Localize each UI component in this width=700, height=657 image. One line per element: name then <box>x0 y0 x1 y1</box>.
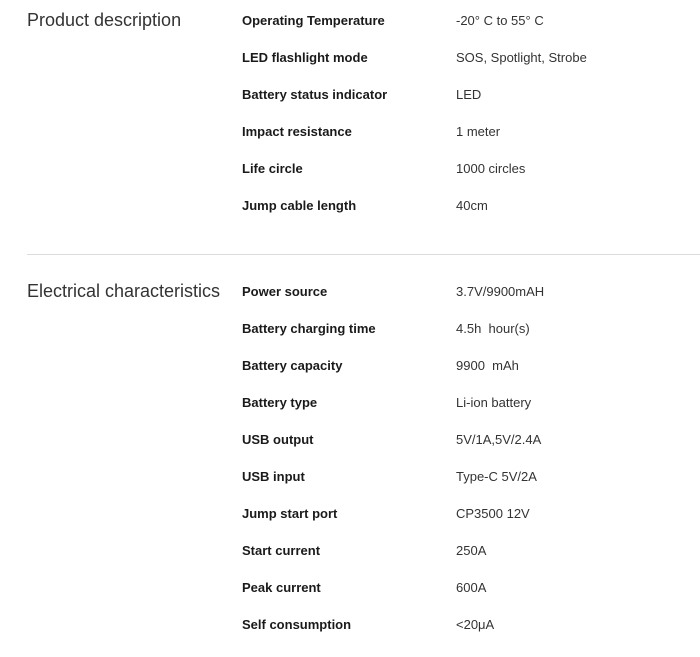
spec-value: 9900 mAh <box>456 358 519 373</box>
spec-row <box>0 543 700 563</box>
spec-label: Life circle <box>242 161 303 176</box>
section-divider <box>27 254 700 255</box>
spec-row <box>0 198 700 218</box>
spec-row <box>0 321 700 341</box>
spec-value: 1 meter <box>456 124 501 139</box>
spec-label: Start current <box>242 543 321 558</box>
spec-label: Battery type <box>242 395 318 410</box>
spec-value: 3.7V/9900mAH <box>456 284 545 299</box>
spec-value: 600A <box>456 580 487 595</box>
spec-label: Power source <box>242 284 328 299</box>
spec-row <box>0 358 700 378</box>
spec-label: USB output <box>242 432 314 447</box>
spec-row <box>0 284 700 304</box>
spec-value: Li-ion battery <box>456 395 532 410</box>
spec-value: 5V/1A,5V/2.4A <box>456 432 542 447</box>
spec-label: Battery charging time <box>242 321 376 336</box>
spec-label: Jump start port <box>242 506 338 521</box>
spec-value: 250A <box>456 543 487 558</box>
spec-row <box>0 87 700 107</box>
spec-value: SOS, Spotlight, Strobe <box>456 50 587 65</box>
spec-row <box>0 124 700 144</box>
spec-label: Battery status indicator <box>242 87 388 102</box>
spec-value: <20μA <box>456 617 495 632</box>
spec-row <box>0 469 700 489</box>
spec-value: Type-C 5V/2A <box>456 469 537 484</box>
spec-row <box>0 432 700 452</box>
spec-row <box>0 161 700 181</box>
section-title: Product description <box>27 10 182 30</box>
spec-label: Peak current <box>242 580 321 595</box>
spec-value: 1000 circles <box>456 161 526 176</box>
spec-value: -20° C to 55° C <box>456 13 544 28</box>
section-title: Electrical characteristics <box>27 281 221 301</box>
spec-value: 40cm <box>456 198 488 213</box>
spec-row <box>0 50 700 70</box>
spec-value: CP3500 12V <box>456 506 530 521</box>
spec-row <box>0 13 700 33</box>
spec-row <box>0 506 700 526</box>
spec-value: 4.5h hour(s) <box>456 321 530 336</box>
spec-row <box>0 617 700 637</box>
spec-label: LED flashlight mode <box>242 50 368 65</box>
spec-value: LED <box>456 87 482 102</box>
spec-row <box>0 395 700 415</box>
spec-label: USB input <box>242 469 305 484</box>
spec-label: Operating Temperature <box>242 13 385 28</box>
spec-label: Battery capacity <box>242 358 343 373</box>
spec-label: Jump cable length <box>242 198 357 213</box>
spec-label: Self consumption <box>242 617 352 632</box>
spec-label: Impact resistance <box>242 124 352 139</box>
spec-row <box>0 580 700 600</box>
